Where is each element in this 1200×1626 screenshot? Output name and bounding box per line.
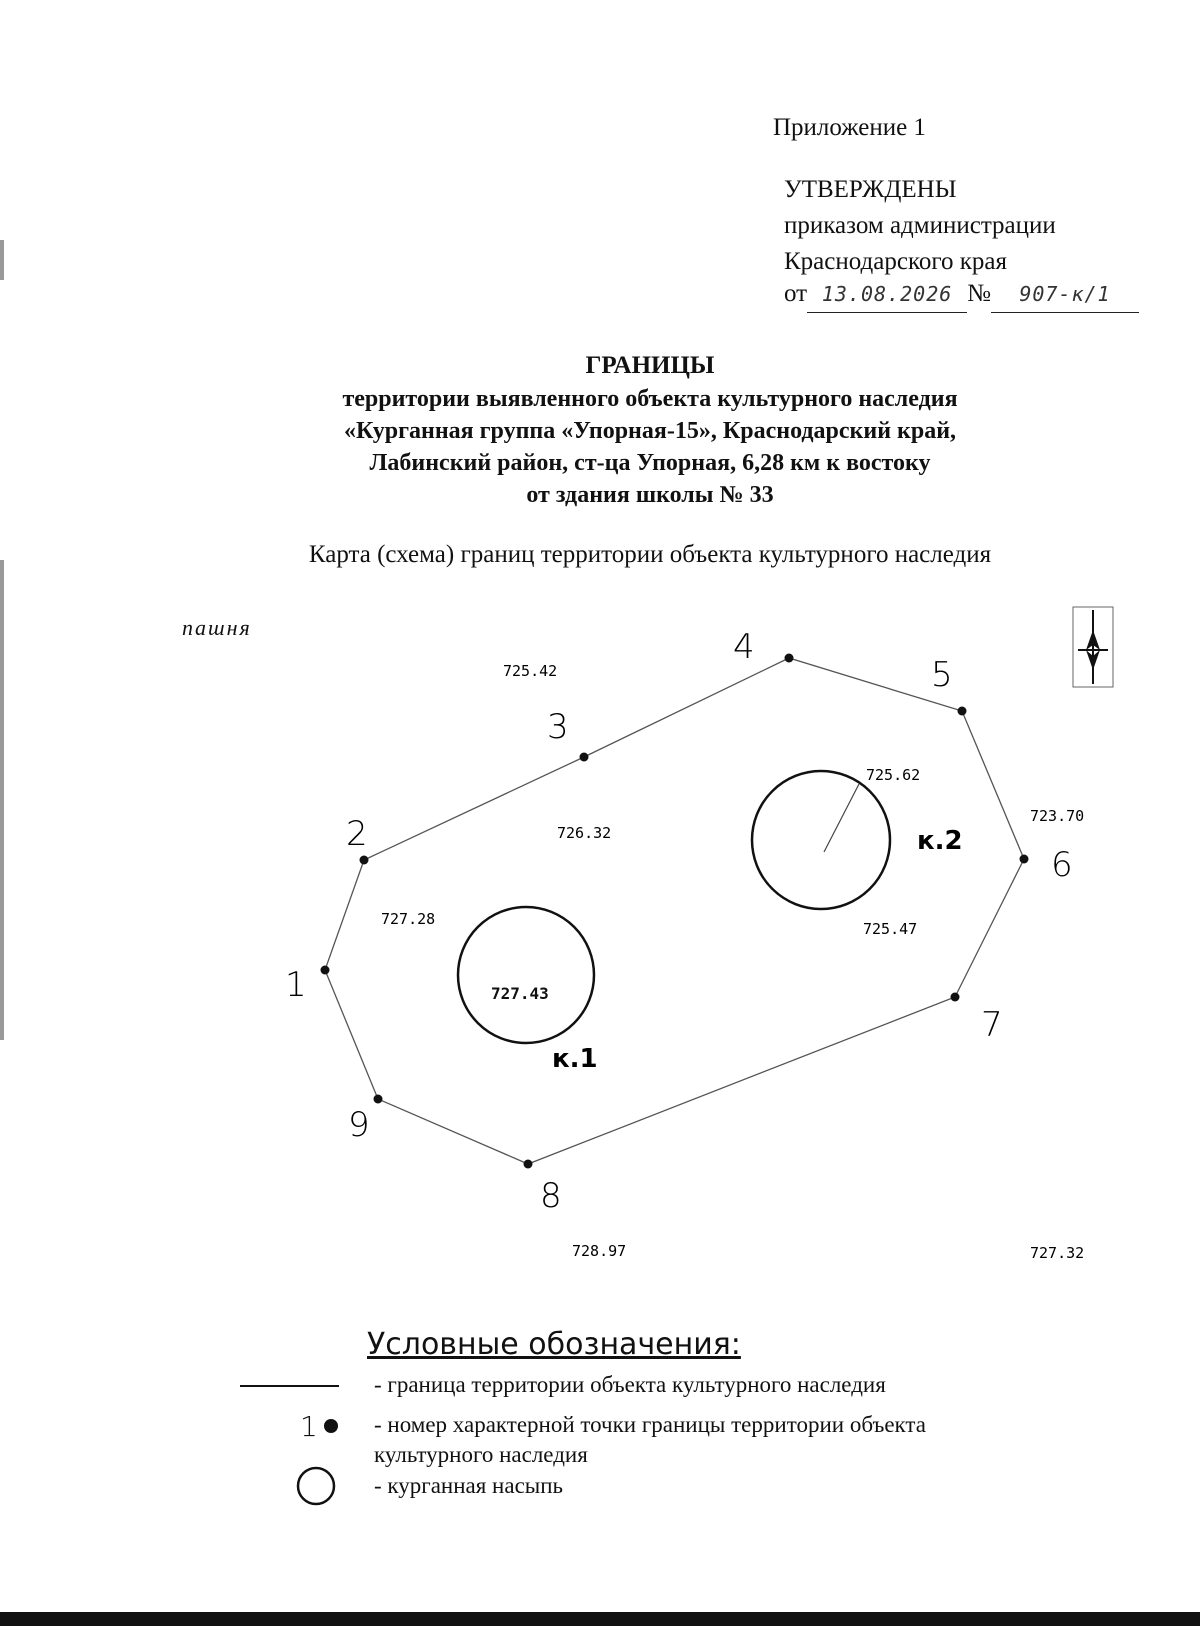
map-subtitle: Карта (схема) границ территории объекта культурного наследия <box>308 541 992 568</box>
legend-point-dot <box>324 1419 338 1433</box>
number-prefix: № <box>967 280 991 307</box>
legend-point-text-cont: культурного наследия <box>374 1442 588 1467</box>
point-label-1: 1 <box>285 965 307 1005</box>
order-line: приказом администрации <box>784 212 1056 239</box>
title-line-2: «Курганная группа «Упорная-15», Краснодарский край, <box>343 418 957 444</box>
point-label-7: 7 <box>981 1005 1003 1045</box>
document-heading: ГРАНИЦЫ <box>585 352 715 379</box>
point-label-2: 2 <box>346 814 368 854</box>
legend-title: Условные обозначения: <box>367 1327 741 1362</box>
point-marker-3 <box>580 753 589 762</box>
elevation-mark: 727.28 <box>381 910 436 928</box>
mound-label-k1: к.1 <box>552 1044 598 1074</box>
point-marker-4 <box>785 654 794 663</box>
point-label-3: 3 <box>547 707 569 747</box>
land-use-label: пашня <box>182 615 252 640</box>
point-marker-1 <box>321 966 330 975</box>
mound-label-k2: к.2 <box>917 826 963 856</box>
point-marker-2 <box>360 856 369 865</box>
mound-k2 <box>752 771 890 909</box>
legend-point-text: - номер характерной точки границы территории объекта <box>374 1412 926 1437</box>
region-line: Краснодарского края <box>784 248 1007 275</box>
point-marker-7 <box>951 993 960 1002</box>
point-label-9: 9 <box>348 1105 370 1145</box>
elevation-mark: 727.32 <box>1030 1244 1085 1262</box>
scan-bottom-edge <box>0 1612 1200 1626</box>
elevation-mark: 723.70 <box>1030 807 1085 825</box>
number-value: 907-к/1 <box>1019 282 1111 306</box>
point-marker-5 <box>958 707 967 716</box>
mound-k1 <box>458 907 594 1043</box>
legend-mound-text: - курганная насыпь <box>374 1473 564 1498</box>
legend-point-sample: 1 <box>300 1410 318 1443</box>
elevation-mark: 728.97 <box>572 1242 627 1260</box>
point-label-5: 5 <box>931 655 953 695</box>
point-marker-9 <box>374 1095 383 1104</box>
elevation-mark: 727.43 <box>491 984 549 1003</box>
title-line-1: территории выявленного объекта культурного наследия <box>342 386 958 412</box>
legend-boundary-text: - граница территории объекта культурного наследия <box>374 1372 886 1397</box>
elevation-mark: 725.42 <box>503 662 558 680</box>
approved-label: УТВЕРЖДЕНЫ <box>784 176 957 203</box>
date-value: 13.08.2026 <box>821 282 953 306</box>
elevation-mark: 725.62 <box>866 766 921 784</box>
north-arrow-icon <box>1073 607 1113 687</box>
point-label-6: 6 <box>1051 845 1073 885</box>
mound-k2-radius <box>824 784 859 852</box>
elevation-mark: 726.32 <box>557 824 612 842</box>
point-label-8: 8 <box>540 1176 562 1216</box>
elevation-mark: 725.47 <box>863 920 918 938</box>
title-line-4: от здания школы № 33 <box>526 482 774 508</box>
point-marker-8 <box>524 1160 533 1169</box>
point-marker-6 <box>1020 855 1029 864</box>
title-line-3: Лабинский район, ст-ца Упорная, 6,28 км к востоку <box>369 450 931 476</box>
legend-mound-circle <box>298 1468 334 1504</box>
date-prefix: от <box>784 280 808 307</box>
annex-label: Приложение 1 <box>773 114 926 141</box>
point-label-4: 4 <box>733 627 755 667</box>
